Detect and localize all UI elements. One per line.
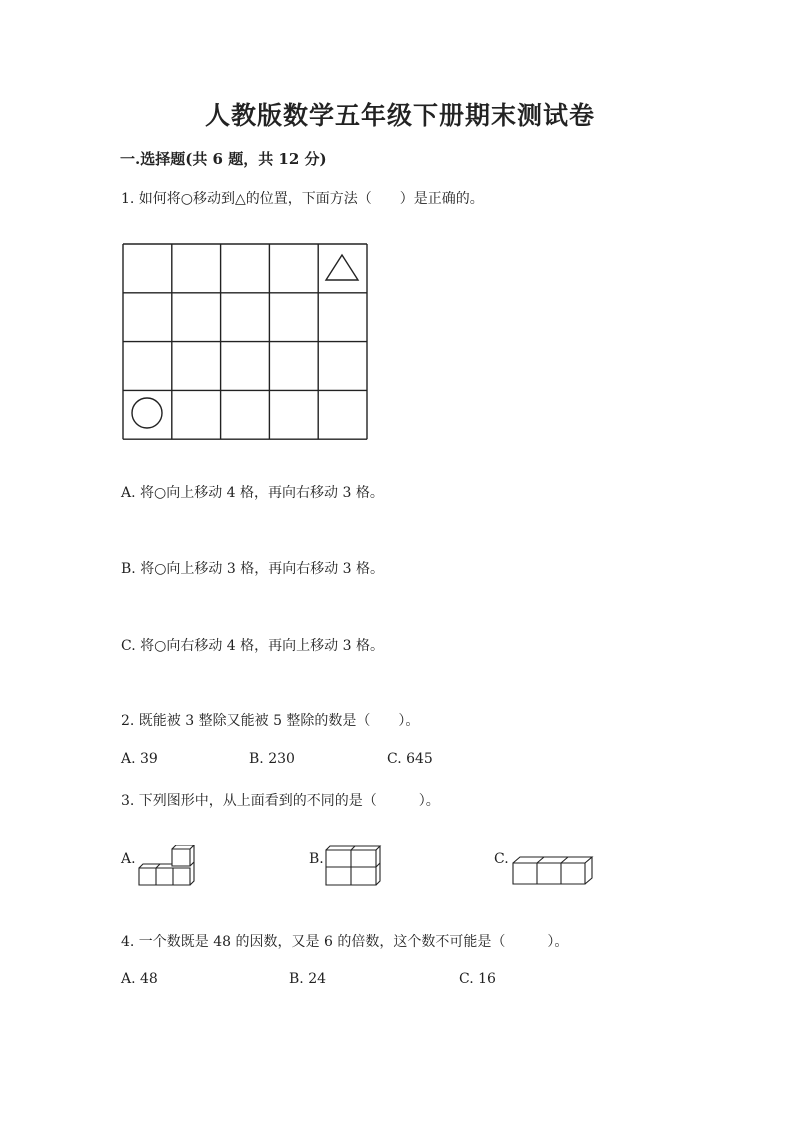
question-1-stem: 1. 如何将○移动到△的位置，下面方法（ ）是正确的。 xyxy=(121,191,484,207)
circle-icon xyxy=(132,398,162,428)
question-1-grid xyxy=(118,240,370,442)
section-heading: 一.选择题(共 6 题，共 12 分) xyxy=(120,150,327,168)
question-4-option-a: A. 48 xyxy=(121,971,158,987)
question-3-stem: 3. 下列图形中，从上面看到的不同的是（ ）。 xyxy=(121,793,440,809)
question-1-option-a: A. 将○向上移动 4 格，再向右移动 3 格。 xyxy=(121,485,384,501)
question-2-option-b: B. 230 xyxy=(249,751,295,767)
question-1-option-b: B. 将○向上移动 3 格，再向右移动 3 格。 xyxy=(121,561,385,577)
question-3-figure-c xyxy=(510,855,596,887)
question-2-option-c: C. 645 xyxy=(387,751,433,767)
question-1-option-c: C. 将○向右移动 4 格，再向上移动 3 格。 xyxy=(121,638,384,654)
question-3-option-c: C. xyxy=(494,851,509,867)
question-3-option-a: A. xyxy=(121,851,136,867)
question-4-option-b: B. 24 xyxy=(289,971,327,987)
question-4-option-c: C. 16 xyxy=(459,971,496,987)
question-3-figure-a xyxy=(136,845,196,887)
page-title: 人教版数学五年级下册期末测试卷 xyxy=(204,101,595,130)
triangle-icon xyxy=(326,255,358,280)
question-4-stem: 4. 一个数既是 48 的因数，又是 6 的倍数，这个数不可能是（ ）。 xyxy=(121,934,569,950)
question-3-option-b: B. xyxy=(309,851,324,867)
question-2-stem: 2. 既能被 3 整除又能被 5 整除的数是（ ）。 xyxy=(121,713,420,729)
question-3-figure-b xyxy=(323,845,383,887)
question-2-option-a: A. 39 xyxy=(121,751,158,767)
